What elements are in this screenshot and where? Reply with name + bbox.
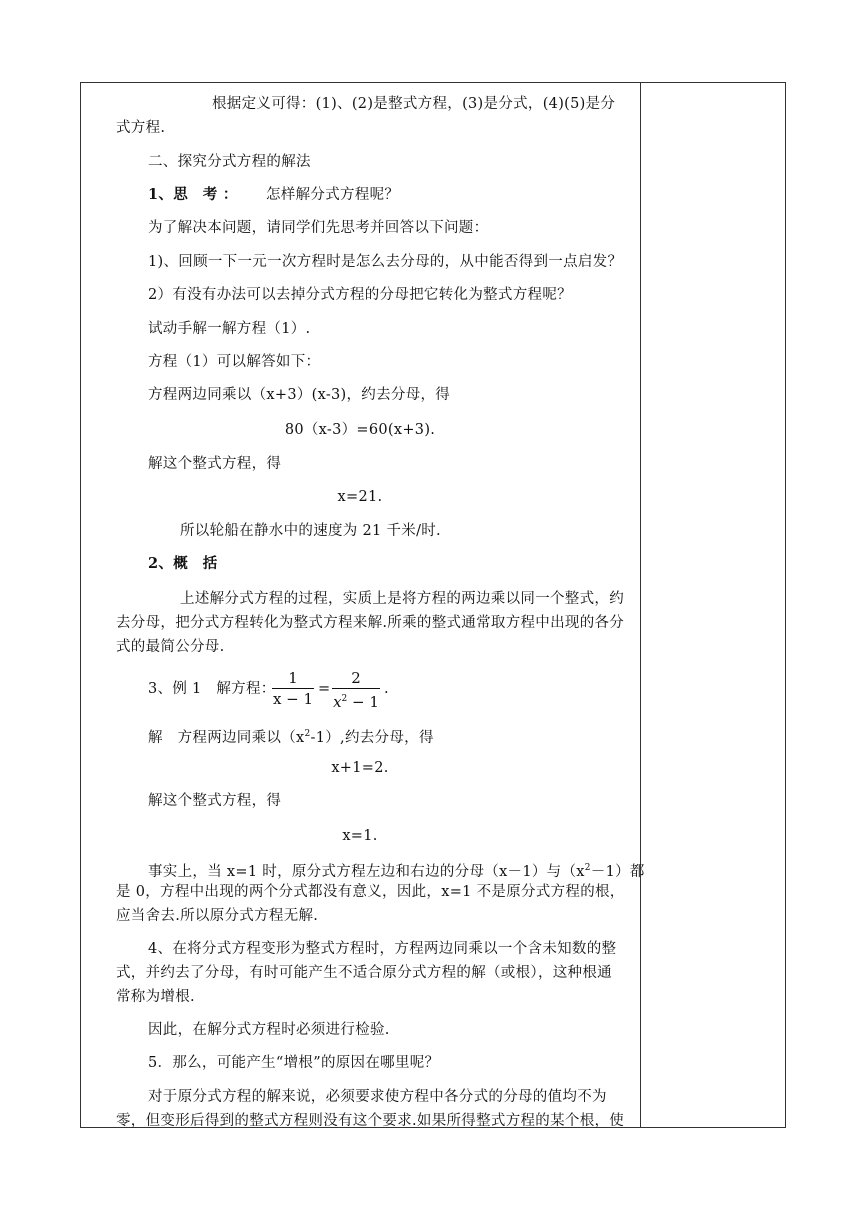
notes-column: [641, 83, 785, 1127]
text-line: 1)、回顾一下一元一次方程时是怎么去分母的，从中能否得到一点启发？: [148, 254, 623, 270]
fraction-left: [272, 668, 314, 709]
text-line: 所以轮船在静水中的速度为 21 千米/时.: [180, 523, 441, 539]
section-heading: 二、探究分式方程的解法: [148, 154, 311, 170]
text-line: 式，并约去了分母，有时可能产生不适合原分式方程的解（或根），这种根通: [116, 965, 612, 981]
text-line: 零，但变形后得到的整式方程则没有这个要求.如果所得整式方程的某个根，使: [116, 1113, 625, 1129]
text-line: 对于原分式方程的解来说，必须要求使方程中各分式的分母的值均不为: [148, 1089, 607, 1105]
text-line: 4、在将分式方程变形为整式方程时，方程两边同乘以一个含未知数的整: [148, 941, 617, 957]
text-line: 式方程.: [116, 120, 166, 136]
subsection-heading: 2、概 括: [148, 555, 218, 572]
text-line: 式的最简公分母.: [116, 639, 225, 655]
text-line: 为了解决本问题，请同学们先思考并回答以下问题：: [148, 220, 489, 236]
text-line: 去分母，把分式方程转化为整式方程来解.所乘的整式通常取方程中出现的各分: [116, 615, 625, 631]
text-line: 事实上，当 x=1 时，原分式方程左边和右边的分母（x－1）与$(x^2-1)$都: [148, 863, 645, 880]
text-line: 根据定义可得：(1)、(2)是整式方程，(3)是分式，(4)(5)是分: [212, 96, 616, 112]
text-line: 解 方程两边同乘以$(x^2-1)$,约去分母，得: [148, 729, 434, 746]
text-line: 方程两边同乘以（x+3）(x-3)，约去分母，得: [148, 387, 451, 403]
fraction-numerator: 1: [288, 669, 298, 687]
text-line: 5．那么，可能产生“增根”的原因在哪里呢？: [148, 1055, 440, 1071]
text-line: 解这个整式方程，得: [148, 793, 282, 809]
text-line: 因此，在解分式方程时必须进行检验.: [148, 1022, 390, 1038]
text-line: 怎样解分式方程呢？: [266, 187, 400, 203]
fraction-denominator: x − 1: [272, 690, 314, 708]
text-line: 试动手解一解方程（1）.: [148, 321, 311, 337]
text-line: 解这个整式方程，得: [148, 456, 282, 472]
equation: x+1=2.: [331, 760, 389, 776]
equation: 80（x-3）=60(x+3).: [284, 422, 436, 438]
period: .: [384, 681, 389, 697]
text-line: 常称为增根.: [116, 989, 195, 1005]
fraction-denominator: $x^2 - 1$: [333, 693, 379, 711]
text-line: 2）有没有办法可以去掉分式方程的分母把它转化为整式方程呢？: [148, 287, 572, 303]
text-line: 应当舍去.所以原分式方程无解.: [116, 908, 319, 924]
equation: x=21.: [337, 489, 383, 505]
subsection-heading: 1、思 考 ：: [148, 186, 238, 203]
text-line: 是 0，方程中出现的两个分式都没有意义，因此，x=1 不是原分式方程的根，: [116, 884, 625, 900]
fraction-right: [332, 668, 380, 712]
text-line: 上述解分式方程的过程，实质上是将方程的两边乘以同一个整式，约: [180, 591, 624, 607]
fraction-numerator: 2: [351, 669, 361, 687]
equals-sign: =: [318, 681, 331, 697]
example-label: 3、例 1 解方程：: [148, 681, 276, 697]
text-line: 方程（1）可以解答如下：: [148, 354, 321, 370]
equation: x=1.: [342, 828, 378, 844]
